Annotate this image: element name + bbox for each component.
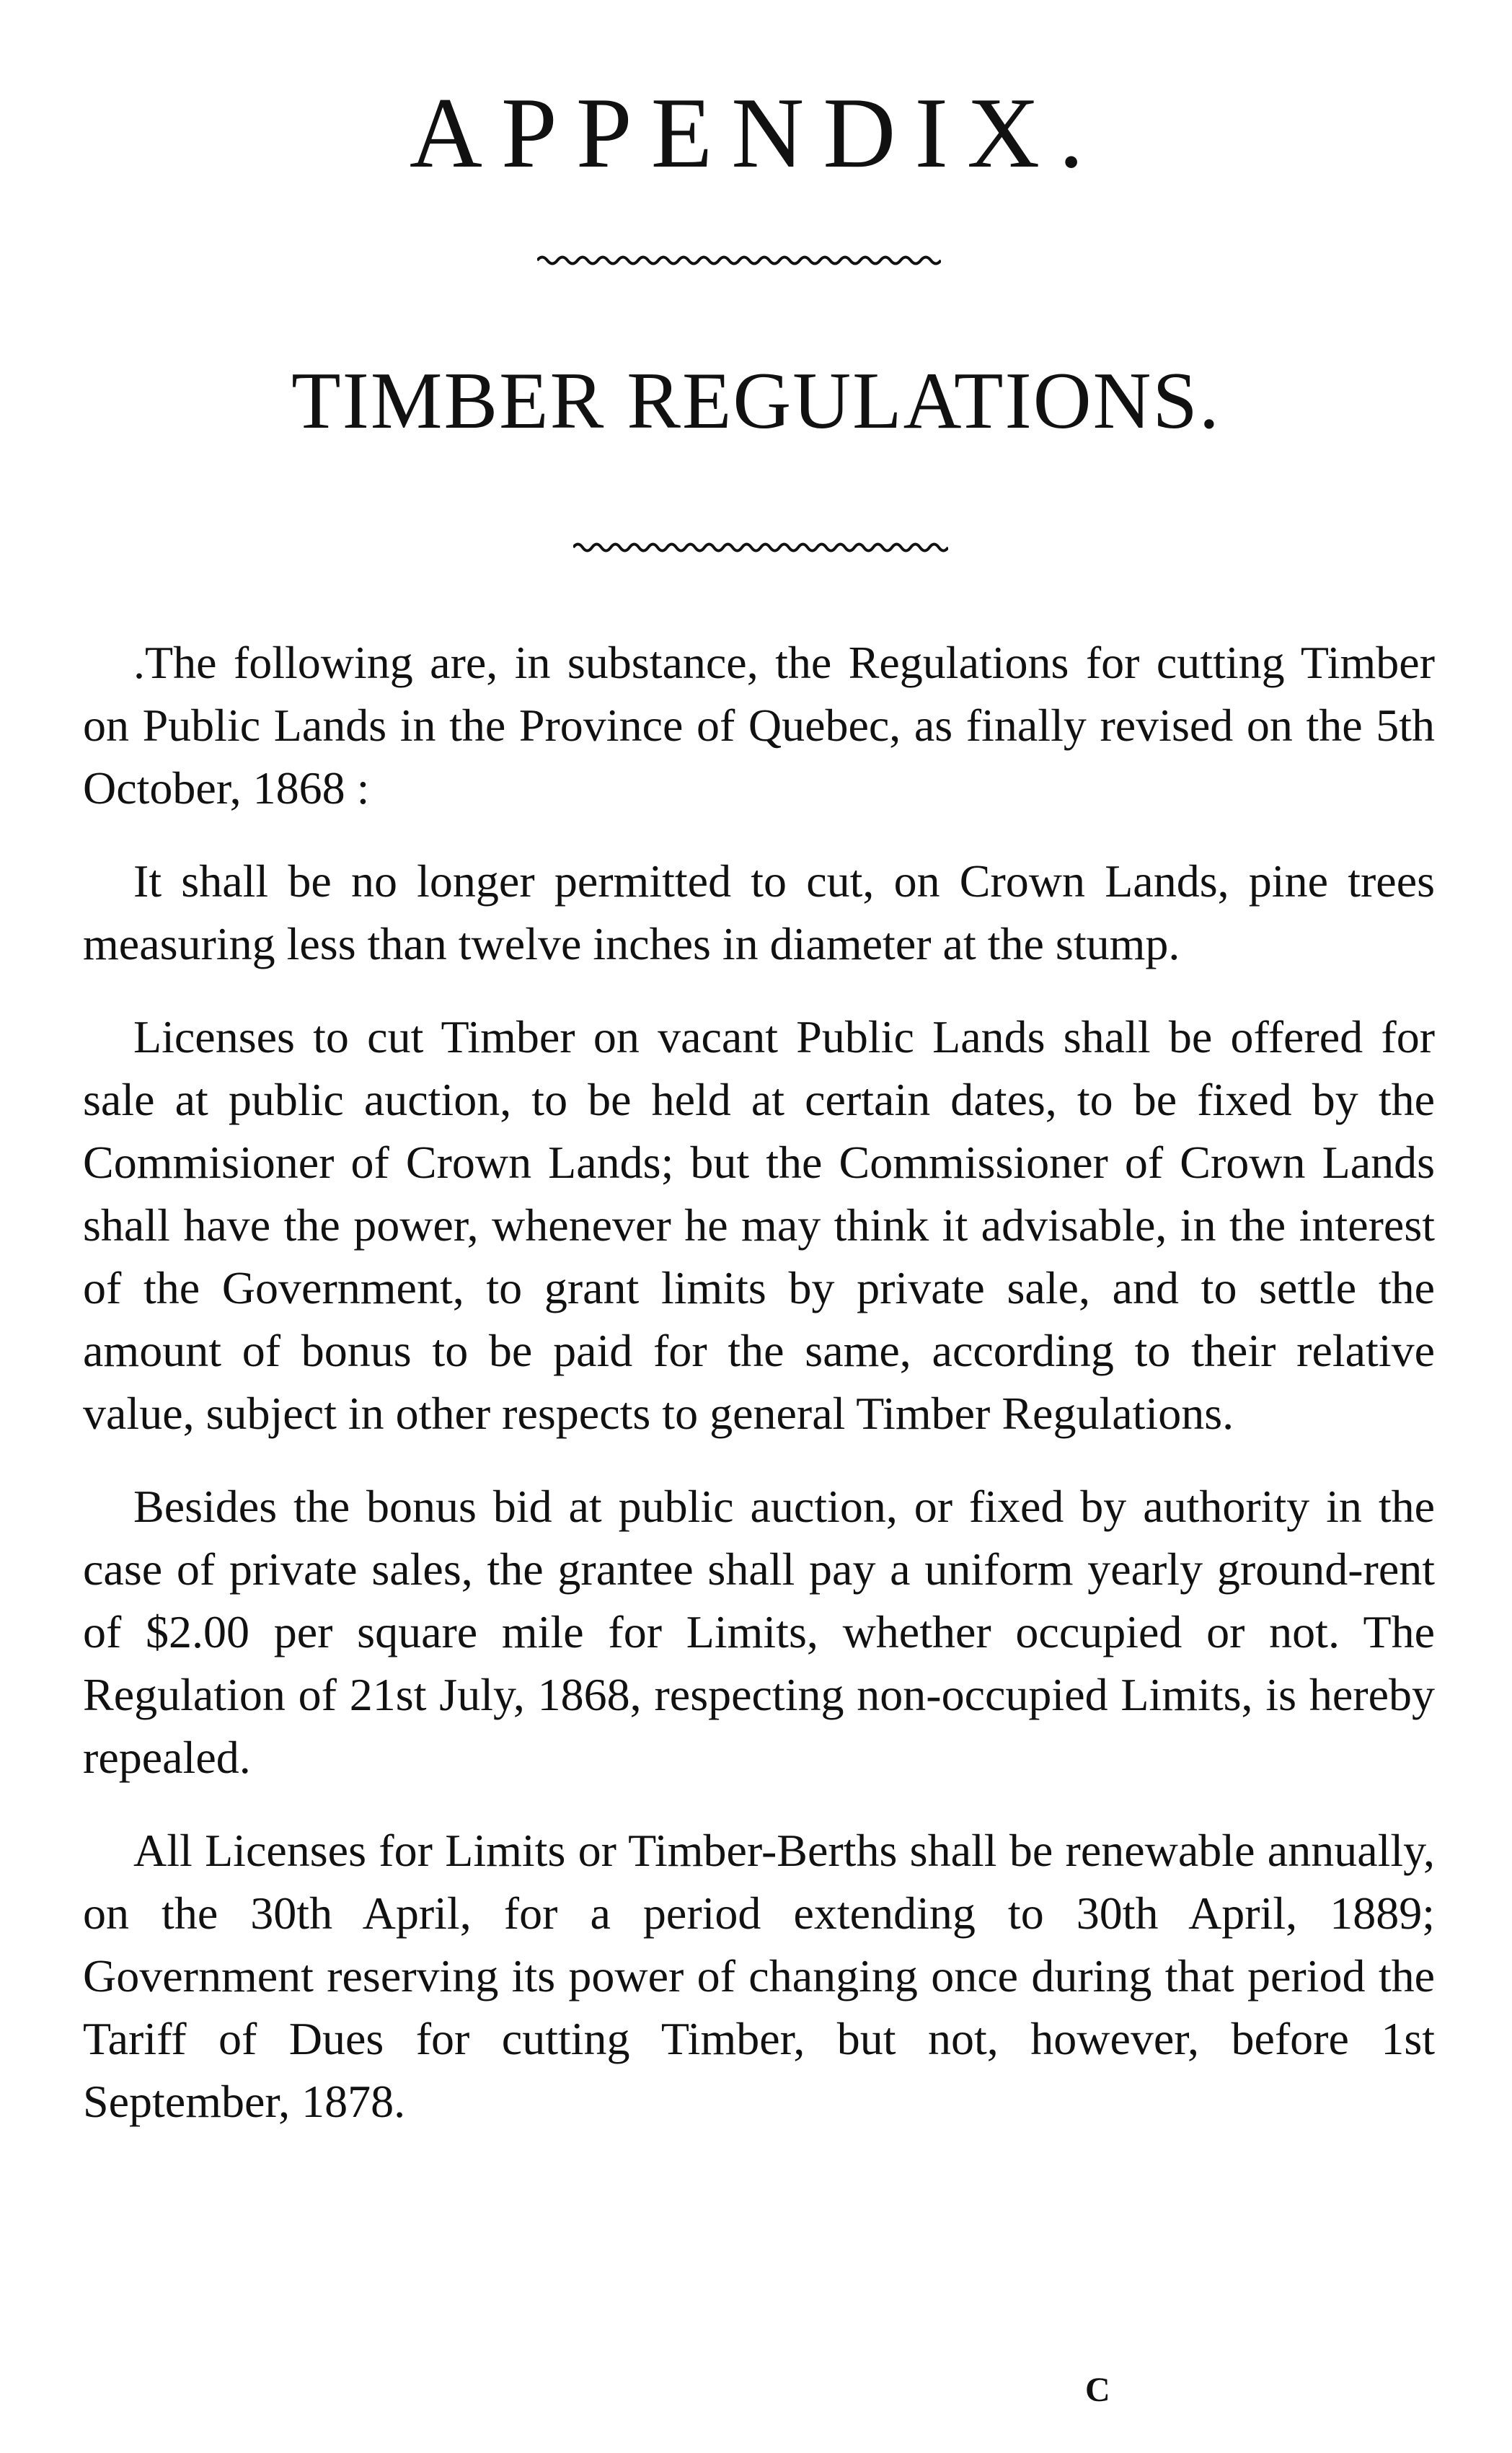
paragraph-ground-rent: Besides the bonus bid at public auction, or fixed by authority in the case of private sales, the grantee shall pay a uniform yearly ground-rent of $2.00 per square mile for Limits, whether occupied or not. The Regulation of 21st July, 1868, respecting non-occupied Limits, is hereby repealed. [83, 1481, 1435, 1783]
paragraph-intro: .The following are, in substance, the Regulations for cutting Timber on Public Lands in the Province of Quebec, as finally revised on the 5th October, 1868 : [83, 637, 1435, 814]
paragraph-renewal: All Licenses for Limits or Timber-Berths shall be renewable annually, on the 30th April, for a period extending to 30th April, 1889; Government reserving its power of changing once during that period the Tariff of Dues for cutting Timber, but not, however, before 1st September, 1878. [83, 1825, 1435, 2127]
paragraph-pine-trees: It shall be no longer permitted to cut, on Crown Lands, pine trees measuring less than twelve inches in diameter at the stump. [83, 855, 1435, 969]
signature-mark: C [1085, 2371, 1110, 2409]
timber-regulations-heading: TIMBER REGULATIONS. [291, 356, 1221, 446]
wavy-rule-divider [537, 252, 941, 268]
regulations-body [83, 631, 1435, 2163]
appendix-heading: APPENDIX. [409, 77, 1103, 189]
paragraph-licenses-auction: Licenses to cut Timber on vacant Public Lands shall be offered for sale at public auction, to be held at certain dates, to be fixed by the Commisioner of Crown Lands; but the Commissioner of Crown Lands shall have the power, whenever he may think it advisable, in the interest of the Government, to grant limits by private sale, and to settle the amount of bonus to be paid for the same, according to their relative value, subject in other respects to general Timber Regulations. [83, 1011, 1435, 1439]
wavy-rule-divider [573, 540, 948, 555]
